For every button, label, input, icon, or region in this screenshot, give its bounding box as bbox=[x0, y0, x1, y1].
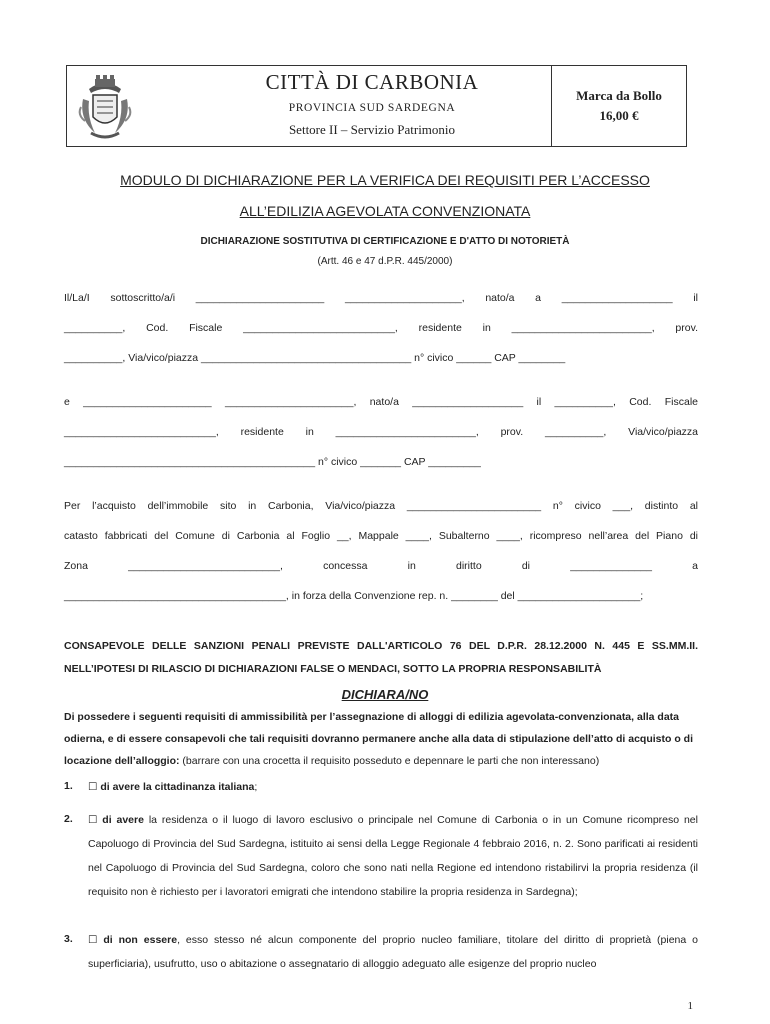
form-line[interactable]: e ______________________ ______________________, nato/a ___________________ il __________, Cod. Fiscale bbox=[64, 396, 698, 408]
form-line[interactable]: Zona __________________________, concessa in diritto di ______________ a bbox=[64, 560, 698, 572]
requirements-intro-note: (barrare con una crocetta il requisito posseduto e depennare le parti che non interessano) bbox=[179, 755, 600, 767]
revenue-stamp-box bbox=[552, 66, 686, 146]
form-line[interactable]: ______________________________________, in forza della Convenzione rep. n. ________ del _____________________; bbox=[64, 590, 644, 602]
form-line[interactable]: __________________________, residente in ________________________, prov. __________, Via/vico/piazza bbox=[64, 426, 698, 438]
municipal-crest-icon bbox=[75, 71, 135, 143]
page-number: 1 bbox=[687, 1000, 693, 1012]
stamp-label: Marca da Bollo bbox=[576, 88, 662, 103]
item-number: 2. bbox=[64, 813, 73, 825]
item-text: ; bbox=[254, 781, 258, 793]
form-line[interactable]: Per l’acquisto dell’immobile sito in Carbonia, Via/vico/piazza _______________________ n° civico ___, distinto al bbox=[64, 500, 698, 512]
sector-name: Settore II – Servizio Patrimonio bbox=[288, 122, 456, 137]
item-checkbox-lead[interactable]: ☐ di avere la cittadinanza italiana bbox=[88, 781, 255, 793]
form-subtitle: DICHIARAZIONE SOSTITUTIVA DI CERTIFICAZIONE E D'ATTO DI NOTORIETÀ bbox=[200, 236, 570, 247]
requirements-intro bbox=[64, 706, 698, 772]
item-number: 1. bbox=[64, 780, 73, 792]
item-text: la residenza o il luogo di lavoro esclusivo o principale nel Comune di Carbonia o in un Comune ricompreso nel Capoluogo di Provincia del Sud Sardegna, istituito ai sensi della Legge Regionale 4 febbraio 2016, n. 2. Sono parificati ai residenti nel Capoluogo di Provincia del Sud Sardegna, coloro che sono nati nella Regione ed intendono ristabilirvi la propria residenza (il requisito non è richiesto per i lavoratori emigrati che intendono stabilire la propria residenza in Sardegna); bbox=[88, 814, 698, 898]
penalty-warning-line1: CONSAPEVOLE DELLE SANZIONI PENALI PREVISTE DALL'ARTICOLO 76 DEL D.P.R. 28.12.2000 N. 445 E SS.MM.II. bbox=[64, 640, 698, 652]
letterhead-left bbox=[67, 66, 552, 146]
requirements-intro-bold: Di possedere i seguenti requisiti di ammissibilità per l’assegnazione di alloggi di edilizia agevolata-convenzionata, alla data odierna, e di essere consapevoli che tali requisiti dovranno permanere anche alla data di stipulazione dell’atto di acquisto o di locazione dell’alloggio: bbox=[64, 711, 694, 767]
form-title-line1: MODULO DI DICHIARAZIONE PER LA VERIFICA DEI REQUISITI PER L’ACCESSO bbox=[120, 172, 650, 188]
item-checkbox-lead[interactable]: ☐ di non essere bbox=[88, 934, 178, 946]
form-title-line2: ALL’EDILIZIA AGEVOLATA CONVENZIONATA bbox=[239, 203, 531, 219]
stamp-value: 16,00 € bbox=[599, 108, 639, 123]
form-line[interactable]: __________, Via/vico/piazza ____________________________________ n° civico ______ CAP ________ bbox=[64, 352, 566, 364]
form-line[interactable]: catasto fabbricati del Comune di Carbonia al Foglio __, Mappale ____, Subalterno ____, ricompreso nell’area del Piano di bbox=[64, 530, 698, 542]
penalty-warning-line2: NELL’IPOTESI DI RILASCIO DI DICHIARAZIONI FALSE O MENDACI, SOTTO LA PROPRIA RESPONSABILITÀ bbox=[64, 663, 602, 675]
declares-heading: DICHIARA/NO bbox=[341, 687, 429, 702]
form-line[interactable]: ___________________________________________ n° civico _______ CAP _________ bbox=[64, 456, 481, 468]
item-text: , esso stesso né alcun componente del proprio nucleo familiare, titolare del diritto di proprietà (piena o superficiaria), usufrutto, uso o abitazione o assegnatario di alloggio adeguato alle esigenze del proprio nucleo bbox=[88, 934, 698, 970]
letterhead bbox=[66, 65, 687, 147]
law-reference: (Artt. 46 e 47 d.P.R. 445/2000) bbox=[317, 256, 453, 267]
form-line[interactable]: __________, Cod. Fiscale __________________________, residente in ________________________, prov. bbox=[64, 322, 698, 334]
city-name: CITTÀ DI CARBONIA bbox=[265, 70, 479, 94]
item-number: 3. bbox=[64, 933, 73, 945]
item-checkbox-lead[interactable]: ☐ di avere bbox=[88, 814, 144, 826]
province-name: PROVINCIA SUD SARDEGNA bbox=[288, 102, 456, 114]
form-line[interactable]: Il/La/I sottoscritto/a/i ______________________ ____________________, nato/a a ___________________ il bbox=[64, 292, 698, 304]
